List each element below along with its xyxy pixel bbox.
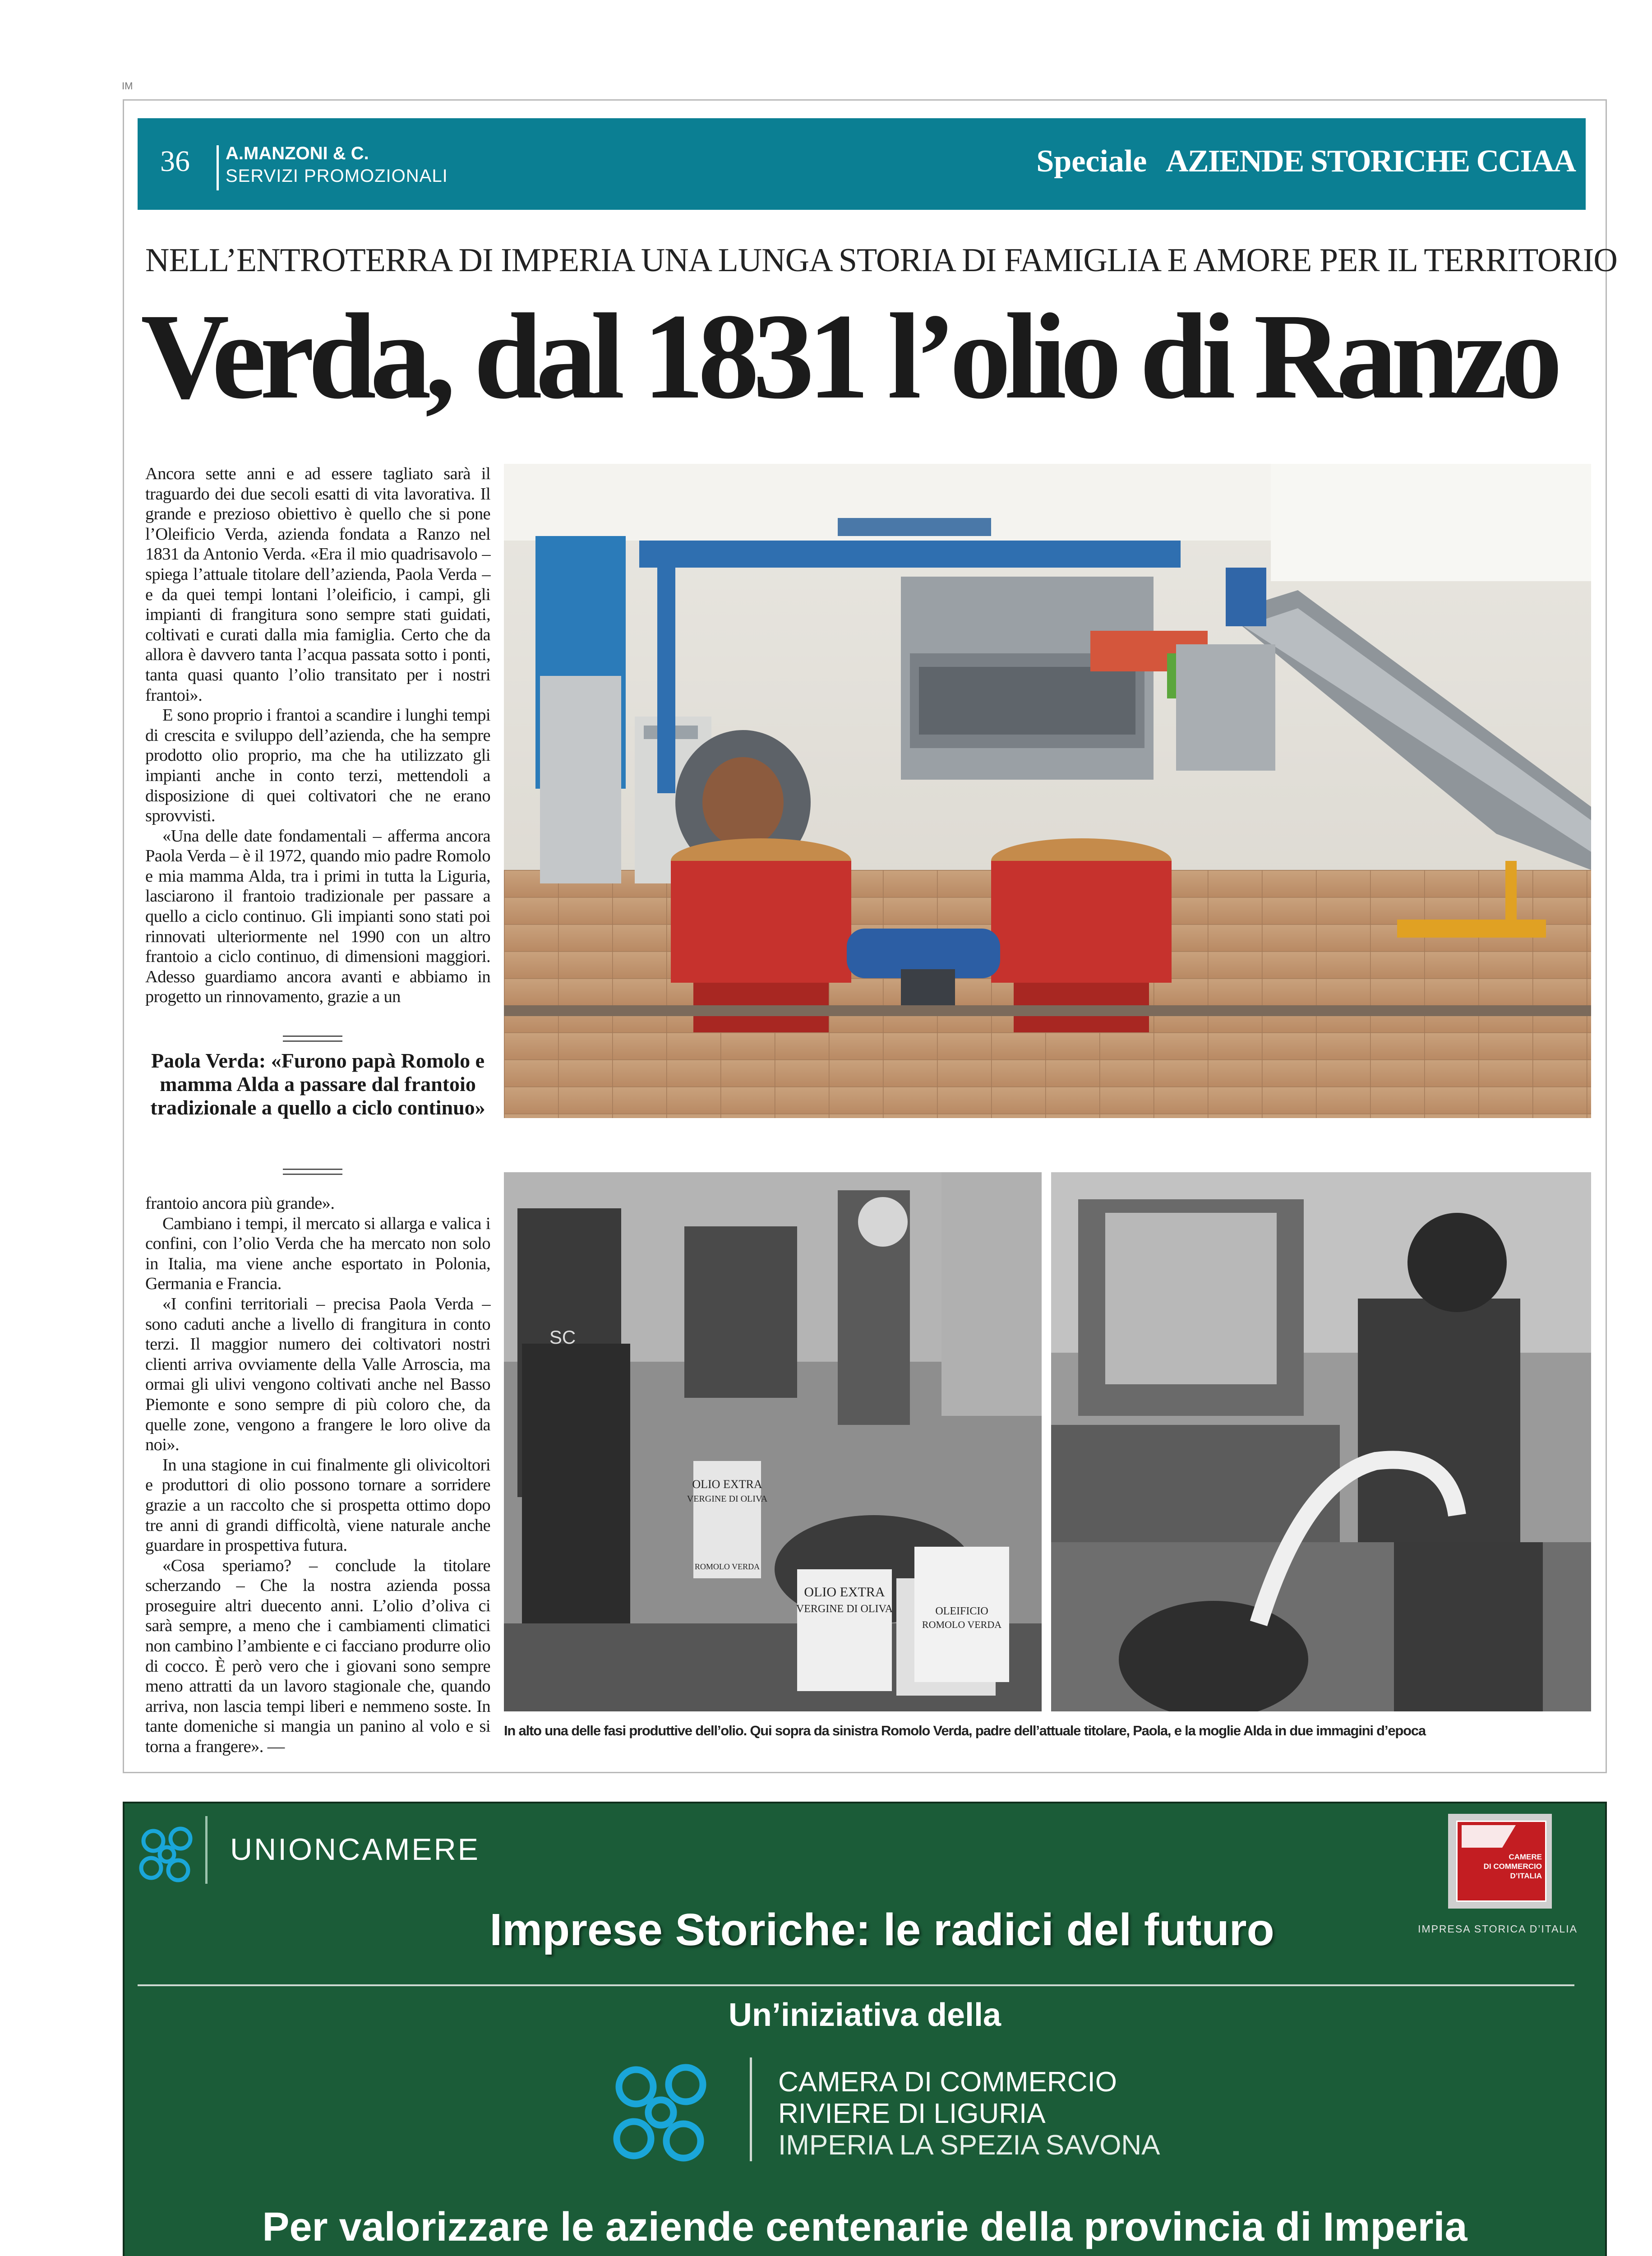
chamber-separator [750, 2057, 752, 2161]
body-paragraph: «Una delle date fondamentali – afferma ancora Paola Verda – è il 1972, quando mio padre Romolo e mia mamma Alda, tra i primi in tutta la Liguria, lasciarono il frantoio tradizionale per passare a quello a ciclo continuo. Gli impianti sono stati poi rinnovati ulteriormente nel 1990 con un altro frantoio a ciclo continuo, di dimensioni maggiori. Adesso guardiamo ancora avanti e abbiamo in progetto un rinnovamento, grazie a un [145, 826, 490, 1007]
ad-title: Imprese Storiche: le radici del futuro [489, 1905, 1274, 1955]
pullquote-rule-top [283, 1036, 342, 1042]
chamber-line-3: IMPERIA LA SPEZIA SAVONA [778, 2130, 1160, 2161]
body-paragraph: «I confini territoriali – precisa Paola Verda – sono caduti anche a livello di frangitura in conto terzi. Il maggior numero dei coltivatori nostri clienti arriva ovviamente della Valle Arroscia, ma ormai gli ulivi vengono coltivati anche nel Basso Piemonte e sono sempre di più coloro che, da quelle zone, vengono a frangere le loro olive da noi». [145, 1294, 490, 1455]
page-corner-mark: IM [122, 80, 133, 92]
badge-line-3: D’ITALIA [1510, 1872, 1542, 1880]
chamber-name [778, 2066, 1160, 2161]
header-separator [217, 145, 219, 190]
publisher-name: A.MANZONI & C. [226, 143, 369, 163]
ad-initiative-label: Un’iniziativa della [728, 1997, 1001, 2033]
olive-mill-photo [504, 464, 1591, 1118]
tin-label: OLEIFICIO [935, 1605, 988, 1617]
article-kicker: NELL’ENTROTERRA DI IMPERIA UNA LUNGA STORIA DI FAMIGLIA E AMORE PER IL TERRITORIO [145, 242, 1617, 279]
tin-label: OLIO EXTRA [804, 1585, 885, 1600]
tin-label: ROMOLO VERDA [694, 1562, 760, 1571]
historic-photo-romolo-verda [504, 1172, 1042, 1711]
machine-mark: SC [549, 1327, 576, 1348]
body-paragraph: Ancora sette anni e ad essere tagliato sarà il traguardo dei due secoli esatti di vita lavorativa. Il grande e prezioso obiettivo è quello che si pone l’Oleificio Verda, azienda fondata a Ranzo nel 1831 da Antonio Verda. «Era il mio quadrisavolo – spiega l’attuale titolare dell’azienda, Paola Verda – e da quei tempi lontani l’oleificio, i campi, gli impianti di frangitura sono sempre stati guidati, coltivati e curati dalla mia famiglia. Certo che da allora è davvero tanta l’acqua passata sotto i ponti, tanta quasi quanto l’olio transitato per i nostri frantoi». [145, 464, 490, 705]
badge-caption: IMPRESA STORICA D’ITALIA [1418, 1923, 1578, 1935]
unioncamere-label: UNIONCAMERE [230, 1832, 480, 1867]
section-name: AZIENDE STORICHE CCIAA [1166, 144, 1575, 179]
article-headline: Verda, dal 1831 l’olio di Ranzo [141, 288, 1556, 424]
page-number: 36 [160, 145, 190, 178]
article-body-top [145, 464, 490, 1007]
body-paragraph: Cambiano i tempi, il mercato si allarga e valica i confini, con l’olio Verda che ha mercato non solo in Italia, ma viene anche esportato in Polonia, Germania e Francia. [145, 1214, 490, 1294]
body-paragraph: In una stagione in cui finalmente gli olivicoltori e produttori di olio possono tornare a sorridere grazie a un raccolto che si prospetta ottimo dopo tre anni di grandi difficoltà, viene naturale anche guardare in prospettiva futura. [145, 1455, 490, 1555]
tin-label: VERGINE DI OLIVA [796, 1603, 893, 1615]
badge-line-2: DI COMMERCIO [1483, 1862, 1542, 1871]
pullquote-rule-bottom [283, 1169, 342, 1175]
tin-label: ROMOLO VERDA [922, 1619, 1002, 1630]
body-paragraph: E sono proprio i frantoi a scandire i lunghi tempi di crescita e sviluppo dell’azienda, che ha sempre prodotto olio proprio, ma che ha utilizzato gli impianti anche in conto terzi, mettendoli a disposizione di quei coltivatori che ne erano sprovvisti. [145, 706, 490, 826]
badge-line-1: CAMERE [1509, 1853, 1542, 1861]
camera-commercio-logo-icon [605, 2057, 722, 2170]
logo-separator [205, 1816, 208, 1884]
section-title [1036, 143, 1575, 180]
body-paragraph: frantoio ancora più grande». [145, 1194, 335, 1213]
unioncamere-logo-icon [135, 1823, 203, 1891]
body-paragraph: «Cosa speriamo? – conclude la titolare scherzando – Che la nostra azienda possa proseguire altri duecento anni. L’olio d’oliva ci sarà sempre, a meno che i cambiamenti climatici non cambino l’ambiente e ci facciano produrre olio di cocco. È però vero che i giovani sono sempre meno attratti da un lavoro stagionale che, quando arriva, non lascia tempi liberi e nemmeno soste. In tante domeniche si mangia un panino al volo e si torna a frangere». — [145, 1556, 490, 1757]
pullquote: Paola Verda: «Furono papà Romolo e mamma Alda a passare dal frantoio tradizionale a quello a ciclo continuo» [150, 1049, 485, 1119]
historic-photo-alda [1051, 1172, 1591, 1711]
badge-text [1461, 1852, 1542, 1881]
ad-divider [138, 1984, 1574, 1986]
chamber-line-2: RIVIERE DI LIGURIA [778, 2098, 1046, 2129]
chamber-line-1: CAMERA DI COMMERCIO [778, 2066, 1117, 2098]
photo-caption: In alto una delle fasi produttive dell’olio. Qui sopra da sinistra Romolo Verda, padre dell’attuale titolare, Paola, e la moglie Alda in due immagini d’epoca [504, 1723, 1426, 1738]
section-prefix: Speciale [1036, 144, 1147, 179]
tin-label: VERGINE DI OLIVA [687, 1494, 768, 1504]
badge-flag-icon [1462, 1825, 1516, 1848]
publisher-subtitle: SERVIZI PROMOZIONALI [226, 166, 448, 186]
article-body-bottom [145, 1193, 490, 1757]
ad-tagline: Per valorizzare le aziende centenarie della provincia di Imperia [262, 2205, 1467, 2250]
tin-label: OLIO EXTRA [692, 1478, 762, 1491]
